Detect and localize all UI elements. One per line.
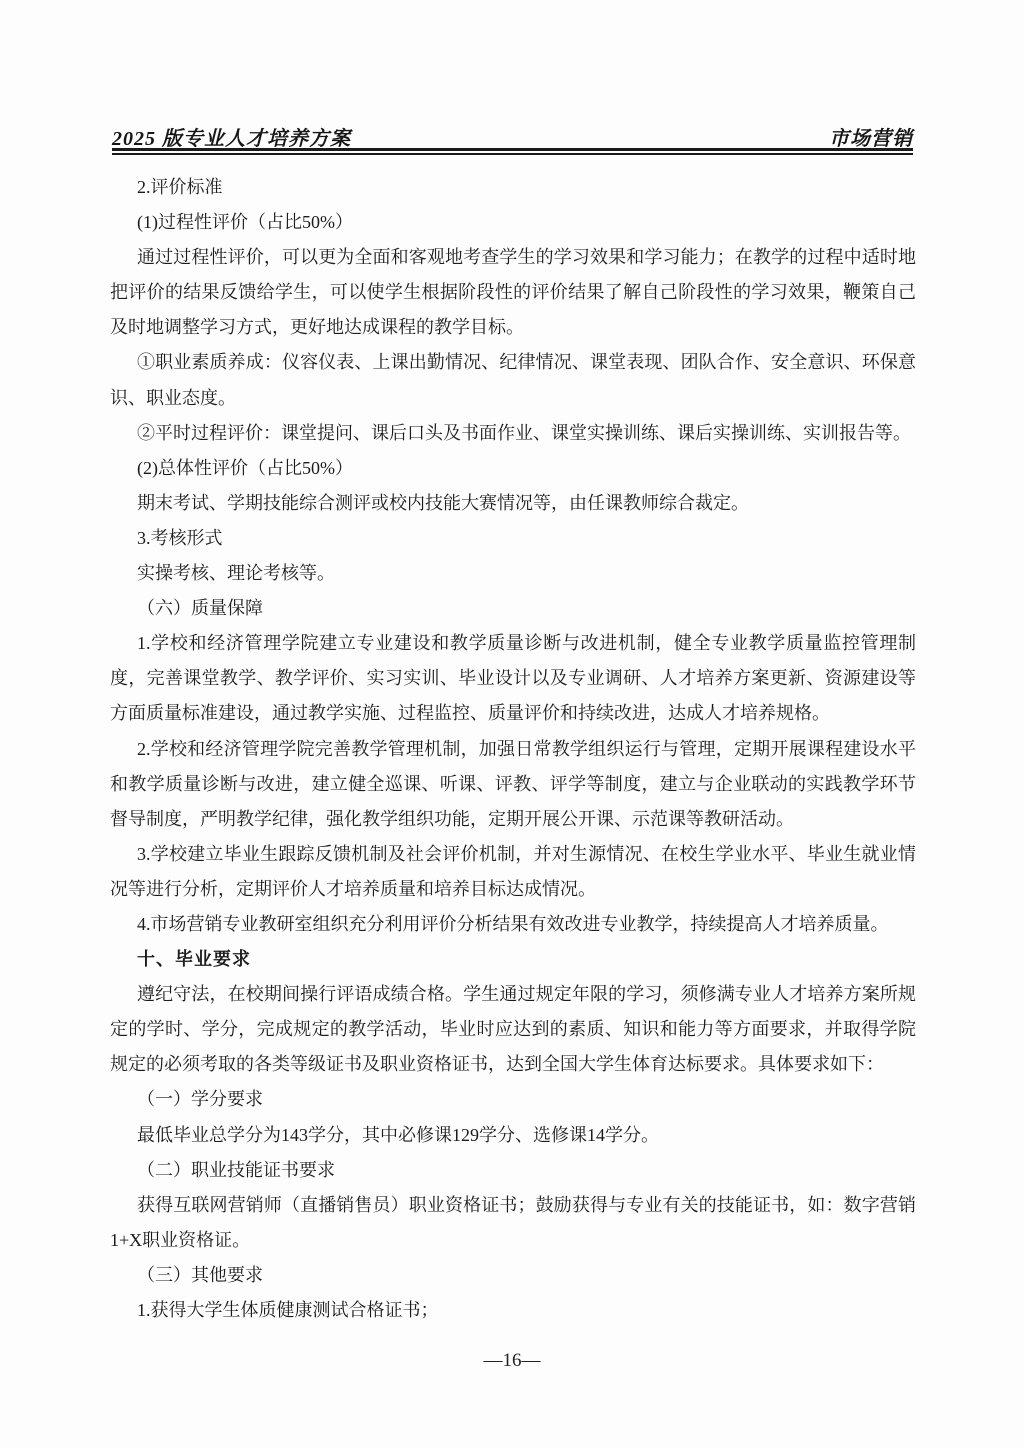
paragraph: 1.获得大学生体质健康测试合格证书； [137, 1300, 439, 1320]
paragraph: (1)过程性评价（占比50%） [137, 212, 353, 233]
page-header [112, 122, 913, 151]
header-document-title: 2025 版专业人才培养方案 [112, 128, 351, 150]
paragraph: 2.学校和经济管理学院完善教学管理机制，加强日常教学组织运行与管理，定期开展课程建设水平和教学质量诊断与改进，建立健全巡课、听课、评教、评学等制度，建立与企业联动的实践教学环节督导制度，严明教学纪律，强化教学组织功能，定期开展公开课、示范课等教研活动。 [110, 738, 916, 829]
paragraph: 最低毕业总学分为143学分，其中必修课129学分、选修课14学分。 [137, 1124, 659, 1145]
paragraph: 获得互联网营销师（直播销售员）职业资格证书；鼓励获得与专业有关的技能证书，如：数字营销1+X职业资格证。 [110, 1194, 916, 1250]
paragraph: （一）学分要求 [137, 1089, 263, 1110]
paragraph: （三）其他要求 [137, 1264, 263, 1285]
section-heading: 十、毕业要求 [137, 949, 251, 970]
paragraph: 期末考试、学期技能综合测评或校内技能大赛情况等，由任课教师综合裁定。 [137, 492, 749, 513]
paragraph: ②平时过程评价：课堂提问、课后口头及书面作业、课堂实操训练、课后实操训练、实训报告等。 [137, 422, 911, 443]
document-body [110, 170, 916, 1328]
paragraph: (2)总体性评价（占比50%） [137, 457, 353, 478]
paragraph: 3.学校建立毕业生跟踪反馈机制及社会评价机制，并对生源情况、在校生学业水平、毕业生就业情况等进行分析，定期评价人才培养质量和培养目标达成情况。 [110, 843, 916, 899]
header-major-name: 市场营销 [829, 128, 913, 150]
header-divider-line [112, 148, 913, 155]
page-footer [0, 1350, 1024, 1372]
page-number: —16— [483, 1350, 541, 1371]
paragraph: ①职业素质养成：仪容仪表、上课出勤情况、纪律情况、课堂表现、团队合作、安全意识、环保意识、职业态度。 [110, 352, 916, 408]
paragraph: 3.考核形式 [137, 527, 223, 548]
paragraph: 2.评价标准 [137, 177, 223, 197]
paragraph: （六）质量保障 [137, 598, 263, 619]
paragraph: 4.市场营销专业教研室组织充分利用评价分析结果有效改进专业教学，持续提高人才培养质量。 [137, 913, 889, 934]
paragraph: 实操考核、理论考核等。 [137, 563, 335, 584]
paragraph: （二）职业技能证书要求 [137, 1159, 335, 1180]
paragraph: 遵纪守法，在校期间操行评语成绩合格。学生通过规定年限的学习，须修满专业人才培养方案所规定的学时、学分，完成规定的教学活动，毕业时应达到的素质、知识和能力等方面要求，并取得学院规定的必须考取的各类等级证书及职业资格证书，达到全国大学生体育达标要求。具体要求如下： [110, 984, 916, 1075]
paragraph: 1.学校和经济管理学院建立专业建设和教学质量诊断与改进机制，健全专业教学质量监控管理制度，完善课堂教学、教学评价、实习实训、毕业设计以及专业调研、人才培养方案更新、资源建设等方面质量标准建设，通过教学实施、过程监控、质量评价和持续改进，达成人才培养规格。 [110, 633, 916, 724]
paragraph: 通过过程性评价，可以更为全面和客观地考查学生的学习效果和学习能力；在教学的过程中适时地把评价的结果反馈给学生，可以使学生根据阶段性的评价结果了解自己阶段性的学习效果，鞭策自己及时地调整学习方式，更好地达成课程的教学目标。 [110, 247, 916, 338]
